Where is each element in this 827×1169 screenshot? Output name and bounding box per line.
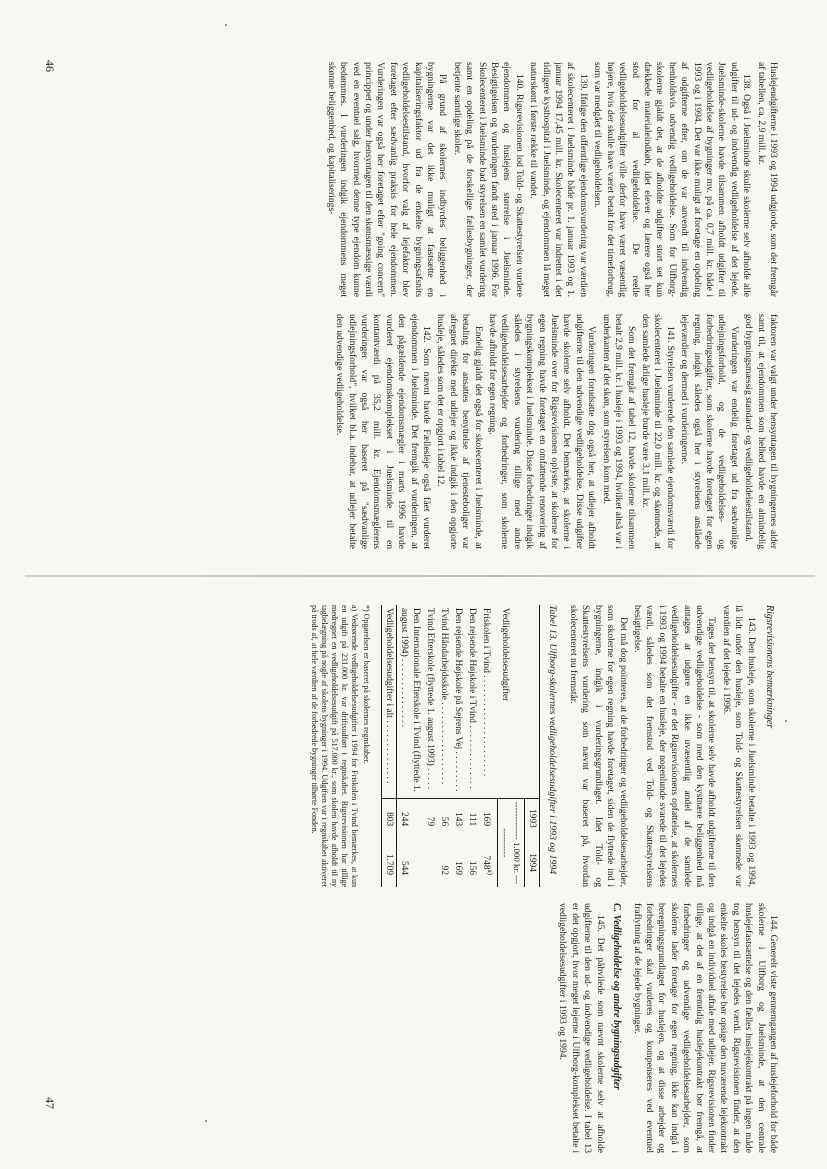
left-page [0, 0, 827, 584]
paragraph: faktoren var valgt under hensyntagen til bygningernes alder samt til, at ejendommen som helhed havde en almindelig god bygningsmæssig standard- og vedligeholdelsestilstand. [743, 314, 779, 549]
paragraph: 139. Ifølge den offentlige ejendomsvurdering var værdien af skolecenteret i Juelsminde både pr. 1. januar 1993 og 1. januar 1994 17,45 mill. kr. Skolecenteret var indrettet i det tidligere kysthospital i Juelsminde, og ejendommen lå meget naturskønt i første række til vandet. [528, 62, 589, 297]
table-footnotes [309, 605, 371, 887]
table-caption: Tabel 13. Ulfborg-skolernes vedligeholdelsesudgifter i 1993 og 1994 [547, 605, 559, 875]
value-1993: 56 [438, 816, 449, 827]
paragraph: 143. Den husleje, som skolerne i Juelsminde betalte i 1993 og 1994, lå lidt under den husleje, som Told- og Skattestyrelsen skønnede var værdien af det lejede i 1996. [720, 605, 757, 887]
total-1994: 1.709 [381, 838, 396, 887]
right-page [0, 585, 827, 1169]
value-1993: 143 [452, 812, 463, 827]
right-page-column-2 [79, 903, 779, 1153]
page-number: 46 [43, 60, 57, 72]
subsection-title: C. Vedligeholdelse og andre bygningsudgifter [611, 903, 623, 1090]
paragraph: Det må dog pointeres, at de forbedringer og vedligeholdelsesarbejder, som skolerne for egen regning havde foretaget, siden de flyttede ind i bygningerne, indgik i vurderingsgrundlaget. Idet Told- og Skattestyrelsens vurdering som nævnt var baseret på, hvordan skolecenteret nu fremstår. [567, 605, 629, 887]
paragraph: På grund af skolernes indbyrdes beliggenhed i bygningerne var det ikke muligt at fastsætte en kapitaliseringsfaktor ud fra de enkelte bygningsafsnits vedligeholdelsestilstand, hvorfor valg af lejefaktor blev foretaget efter sædvanlig praksis for hele ejendommen. Vurderingen var også her foretaget efter "going concern" princippet og under hensyntagen til den skønsmæssige værdi ved en eventuel salg, hvormed denne type ejendom kunne bedømmes. I vurderingen indgik ejendommens meget skønne beliggenhed, og kapitaliserings- [325, 62, 449, 297]
paragraph: Huslejeudgifterne i 1993 og 1994 udgjorde, som det fremgår af tabellen, ca. 2,9 mill. kr. [755, 62, 779, 297]
table-row [465, 605, 479, 887]
paragraph: 142. Som nævnt havde Fællesleje også fået vurderet ejendommen i Juelsminde. Det fremgik af vurderingen, at den pågældende ejendomsmægler i marts 1996 havde vurderet ejendomskomplekset i Juelsminde til en kontantværdi på 35,2 mill. kr. Ejendomsmæglerens vurderinger var også her baseret på "sædvanlige udlejningsforhold", hvilket bl.a. indebar, at udlejer betalte den udvendige vedligeholdelse. [334, 314, 433, 549]
value-1994: 544 [398, 860, 409, 875]
paragraph: 145. Det påhvilede som nævnt skolerne selv at afholde udgifterne til den ud- og indvendige vedligeholdelse. I tabel 13 er det opgjort, hvor meget lejerne i Ulfborg-komplekset betalte i vedligeholdelsesudgifter i 1993 og 1994. [557, 903, 606, 1153]
row-label: Den rejsende Højskole i Tvind . . . . . . . . . . . . . . [465, 605, 479, 798]
row-label: Friskolen i Tvind . . . . . . . . . . . . . . . . . . . . . . [479, 605, 498, 798]
total-label: Vedligeholdelsesudgifter i alt . . . . . . . . . . . . . . [381, 605, 396, 798]
scan-speck [205, 1120, 207, 1122]
paragraph: Vurderingen var endelig foretaget ud fra sædvanlige udlejningsforhold, og de vedligeholdelses- og forbedringsudgifter, som skolerne havde foretaget for egen regning, indgik således også her i styrelsens anslåede lejeværdier og dermed i vurderingerne. [679, 314, 740, 549]
value-1994: 748$^{a)}$ [480, 855, 495, 875]
page-number: 47 [43, 1097, 57, 1109]
section-title: Rigsrevisionens bemærkninger [764, 605, 775, 729]
value-1993: 111 [466, 812, 477, 827]
footnote: a) Vedrørende vedligeholdelsesudgifter i 1994 for Friskolen i Tvind bemærkes, at kun en udgift på 231.000 kr. var driftsudført i regnskabet. Rigsrevisionen har tillige medregnet en vedligeholdelsesudgift på 517.000 kr., som skolen havde afholdt til ny tagbelægning på nogle af skolens bygninger i 1994. Udgiften var i regnskabet aktiveret på trods af, at hele værdien af de forbedrede bygninger tilhørte Fonden. [309, 605, 359, 887]
row-label: Den rejsende Højskole på Sejrens Vej . . . . . . . . . [451, 605, 465, 798]
year-header: 1993 [525, 798, 540, 838]
paragraph: 138. Også i Juelsminde skulle skolerne selv afholde alle udgifter til ud- og indvendig vedligeholdelse af det lejede. Juelsminde-skolerne havde tilsammen afholdt udgifter til vedligeholdelse af bygninger mv. på ca. 0,7 mill. kr. både i 1993 og i 1994. Det var ikke muligt at foretage en opdeling af udgifterne efter, om de var anvendt til indvendig henholdsvis udvendig vedligeholdelse. Som for Ulfborg-skolerne gjaldt det, at de afholdte udgifter stort set kun dækkede materialeindkøb, idet elever og lærere også her stod for al vedligeholdelse. De reelle vedligeholdelsesudgifter ville derfor have været væsentlig højere, hvis der skulle have været betalt for det timeforbrug, som var medgået til vedligeholdelsen. [592, 62, 753, 297]
value-1994: 156 [466, 860, 477, 875]
table-row [451, 605, 465, 887]
table-row [396, 605, 423, 887]
row-label: Den Internationale Efterskole i Tvind (flyttede 1. august 1994) . . . . . . . . . . . . . . . [396, 605, 423, 798]
table-row [423, 605, 437, 887]
left-page-column-1 [79, 62, 779, 297]
value-1994: 92 [438, 865, 449, 875]
value-1993: 169 [480, 812, 491, 827]
left-page-column-2 [79, 314, 779, 549]
total-1993: 803 [381, 798, 396, 838]
table-total-row [381, 605, 396, 887]
paragraph: Vurderingen forudsatte dog også her, at udlejer afholdt udgifterne til den udvendige vedligeholdelse. Disse udgifter havde skolerne selv afholdt. Det bemærkes, at skolerne i Juelsminde over for Rigsrevisionen oplyste, at skolerne for egen regning havde foretaget en omfattende renovering af bygningskomplekset i Juelsminde. Disse forbedringer indgik således i styrelsens vurdering tillige med andre vedligeholdelsesarbejder og forbedringer, som skolerne havde afholdt for egen regning. [487, 314, 598, 549]
paragraph: Endelig gjaldt det også for skolecenteret i Juelsminde, at betaling for ansattes benyttelse af tjenesteboliger var afregnet direkte med udlejer og ikke indgik i den opgjorte husleje, således som det er opgjort i tabel 12. [435, 314, 484, 549]
paragraph: 141. Styrelsen vurderede den samlede ejendomsværdi for skolecenteret i Juelsminde til 22,0 mill. kr. og skønnede, at den samlede årlige husleje burde være 3,1 mill. kr. [639, 314, 676, 549]
value-1993: 79 [424, 816, 435, 827]
maintenance-costs-table [381, 605, 540, 887]
row-label: Tvind Håndarbejdsskole . . . . . . . . . . . . . . . . . . [437, 605, 451, 798]
paragraph: Som det fremgår af tabel 12, havde skolerne tilsammen betalt 2,9 mill. kr. i husleje i 1993 og 1994, hvilket altså var i underkanten af det skøn, som styrelsen kom med. [600, 314, 637, 549]
paragraph: 140. Rigsrevisionen lod Told- og Skattestyrelsen vurdere ejendommen og huslejens størrelse i Juelsminde. Besigtigelsen og vurderingen fandt sted i januar 1996. For Skolecenteret i Juelsminde bad styrelsen en samlet vurdering samt en opdeling på de forskellige fællesbygninger, der betjente samtlige skoler. [451, 62, 525, 297]
table-row [437, 605, 451, 887]
right-page-column-1 [79, 605, 779, 887]
table-row [479, 605, 498, 887]
unit-label: ------------- 1.000 kr. ------------- [498, 798, 525, 887]
year-header: 1994 [525, 838, 540, 887]
value-1994 [423, 838, 437, 887]
table-row-header: Vedligeholdelsesudgifter [498, 605, 540, 798]
paragraph: Tages der hensyn til, at skolerne selv havde afholdt udgifterne til den udvendige vedligeholdelse - som med den kystnære beliggenhed må antages at udgøre en ikke uvæsentlig andel af de samlede vedligeholdelsesudgifter - er det Rigsrevisionens opfattelse, at skolernes i 1993 og 1994 betalte en husleje, der nogenlunde svarede til det lejedes værdi, således som det fremstod ved Told- og Skattestyrelsens besigtigelse. [631, 605, 718, 887]
value-1993: 244 [398, 812, 409, 827]
scan-speck [225, 24, 227, 26]
footnote: *) Opgørelsen er baseret på skolernes regnskaber. [361, 605, 371, 764]
scan-speck [785, 720, 787, 722]
row-label: Tvind Efterskole (flyttede 1. august 1993) . . . . . [423, 605, 437, 798]
paragraph: 144. Generelt viste gennemgangen af huslejeforhold for både skolerne i Ulfborg og Juelsminde, at den centrale huslejefastsættelse og den fælles huslejekontrakt på ingen måde tog hensyn til det lejedes værdi. Rigsrevisionen finder, at den enkelte skoles bestyrelse bør opsige den nuværende lejekontrakt og indgå en individuel aftale med udlejer. Rigsrevisionen finder tillige, at det af en fremtidig huslejekontrakt bør fremgå, at forbedringer og udvendige vedligeholdelsesarbejder, som skolerne lader foretage for egen regning, ikke kan indgå i beregningsgrundlaget for huslejen, og at disse arbejder og forbedringer skal vurderes og kompenseres ved eventuel fraflytning af de lejede bygninger. [631, 903, 779, 1153]
footnote-marker: a) [486, 869, 495, 875]
value-1994: 169 [452, 860, 463, 875]
